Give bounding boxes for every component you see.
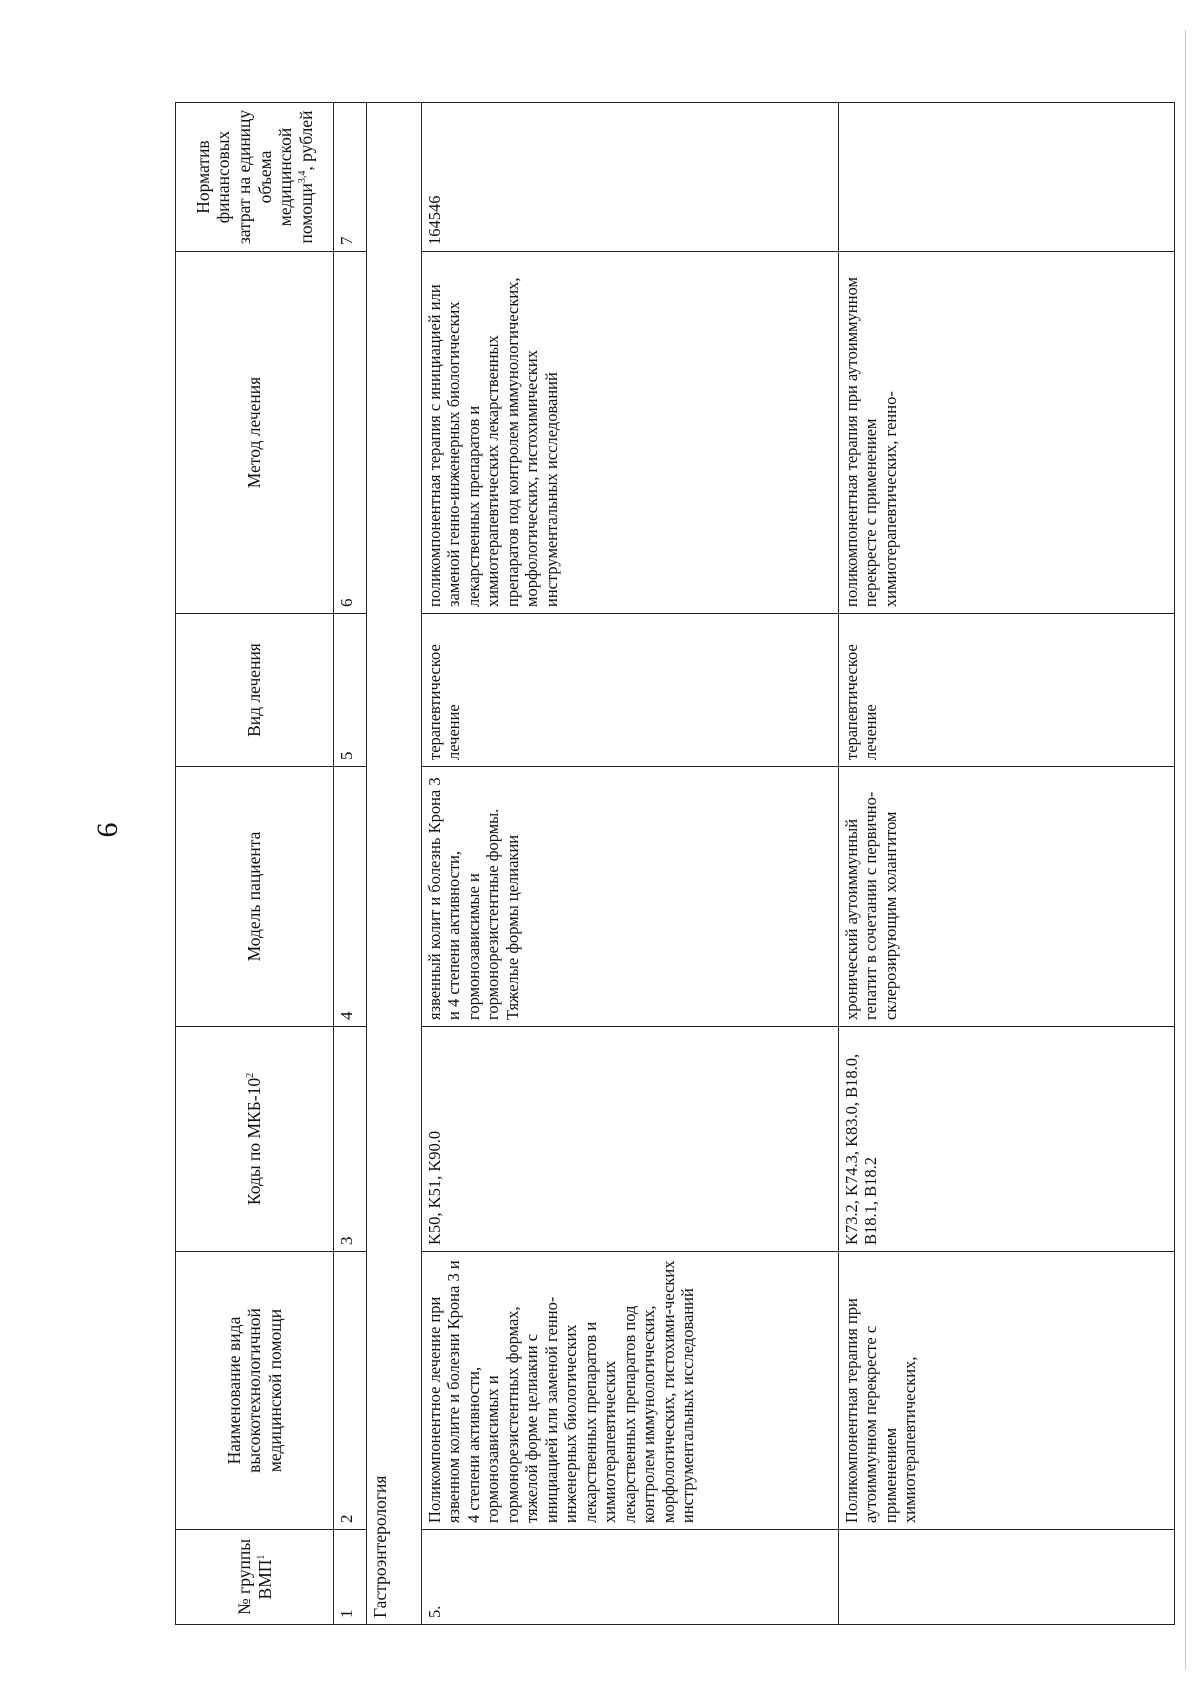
table-row xyxy=(839,103,1175,1625)
column-number: 6 xyxy=(334,252,367,614)
vmp-name-cell: Поликомпонентная терапия при аутоиммунном перекресте с применением химиотерапевтических, xyxy=(839,1252,1175,1530)
section-row xyxy=(367,103,422,1625)
header-treatment-type: Вид лечения xyxy=(176,614,334,767)
patient-model-cell: хронический аутоиммунный гепатит в сочетании с первично-склерозирующим холангитом xyxy=(839,767,1175,1027)
icd-codes-cell: K50, K51, K90.0 xyxy=(422,1027,839,1252)
column-number: 1 xyxy=(334,1530,367,1625)
column-number: 4 xyxy=(334,767,367,1027)
scan-edge-line xyxy=(1185,30,1186,1670)
group-number-cell: 5. xyxy=(422,1530,839,1625)
column-number: 2 xyxy=(334,1252,367,1530)
header-icd-codes: Коды по МКБ-$10^2$ xyxy=(176,1027,334,1252)
page-number: 6 xyxy=(91,822,124,838)
icd-codes-cell: K73.2, K74.3, K83.0, B18.0, B18.1, B18.2 xyxy=(839,1027,1175,1252)
treatment-type-cell: терапевтическое лечение xyxy=(839,614,1175,767)
header-vmp-name: Наименование вида высокотехнологичной медицинской помощи xyxy=(176,1252,334,1530)
treatment-method-cell: поликомпонентная терапия при аутоиммунном перекресте с применением химиотерапевтических, генно- xyxy=(839,252,1175,614)
group-number-cell xyxy=(839,1530,1175,1625)
column-number: 7 xyxy=(334,103,367,252)
column-number-row xyxy=(334,103,367,1625)
header-treatment-method: Метод лечения xyxy=(176,252,334,614)
patient-model-cell: язвенный колит и болезнь Крона 3 и 4 степени активности, гормонозависимые и гормонорезистентные формы. Тяжелые формы целиакии xyxy=(422,767,839,1027)
vmp-table xyxy=(175,102,1175,1625)
rotated-table-container xyxy=(175,103,1175,1625)
column-number: 3 xyxy=(334,1027,367,1252)
header-financial-norm: Норматив финансовых затрат на единицу объема медицинской помощи$^{3,4}$, рублей xyxy=(176,103,334,252)
vmp-name-cell: Поликомпонентное лечение при язвенном колите и болезни Крона 3 и 4 степени активности, гормонозависимых и гормонорезистентных формах, тяжелой форме целиакии с инициацией или заменой генно-инженерных биологических лекарственных препаратов и химиотерапевтических лекарственных препаратов под контролем иммунологических, морфологических, гистохими-ческих инструментальных исследований xyxy=(422,1252,839,1530)
treatment-type-cell: терапевтическое лечение xyxy=(422,614,839,767)
table-row xyxy=(422,103,839,1625)
header-row xyxy=(176,103,334,1625)
treatment-method-cell: поликомпонентная терапия с инициацией или заменой генно-инженерных биологических лекарственных препаратов и химиотерапевтических лекарственных препаратов под контролем иммунологических, морфологических, гистохимических инструментальных исследований xyxy=(422,252,839,614)
header-group-number: № группы ВМП$^1$ xyxy=(176,1530,334,1625)
column-number: 5 xyxy=(334,614,367,767)
financial-norm-cell xyxy=(839,103,1175,252)
financial-norm-cell: 164546 xyxy=(422,103,839,252)
header-patient-model: Модель пациента xyxy=(176,767,334,1027)
section-title: Гастроэнтерология xyxy=(367,103,422,1625)
